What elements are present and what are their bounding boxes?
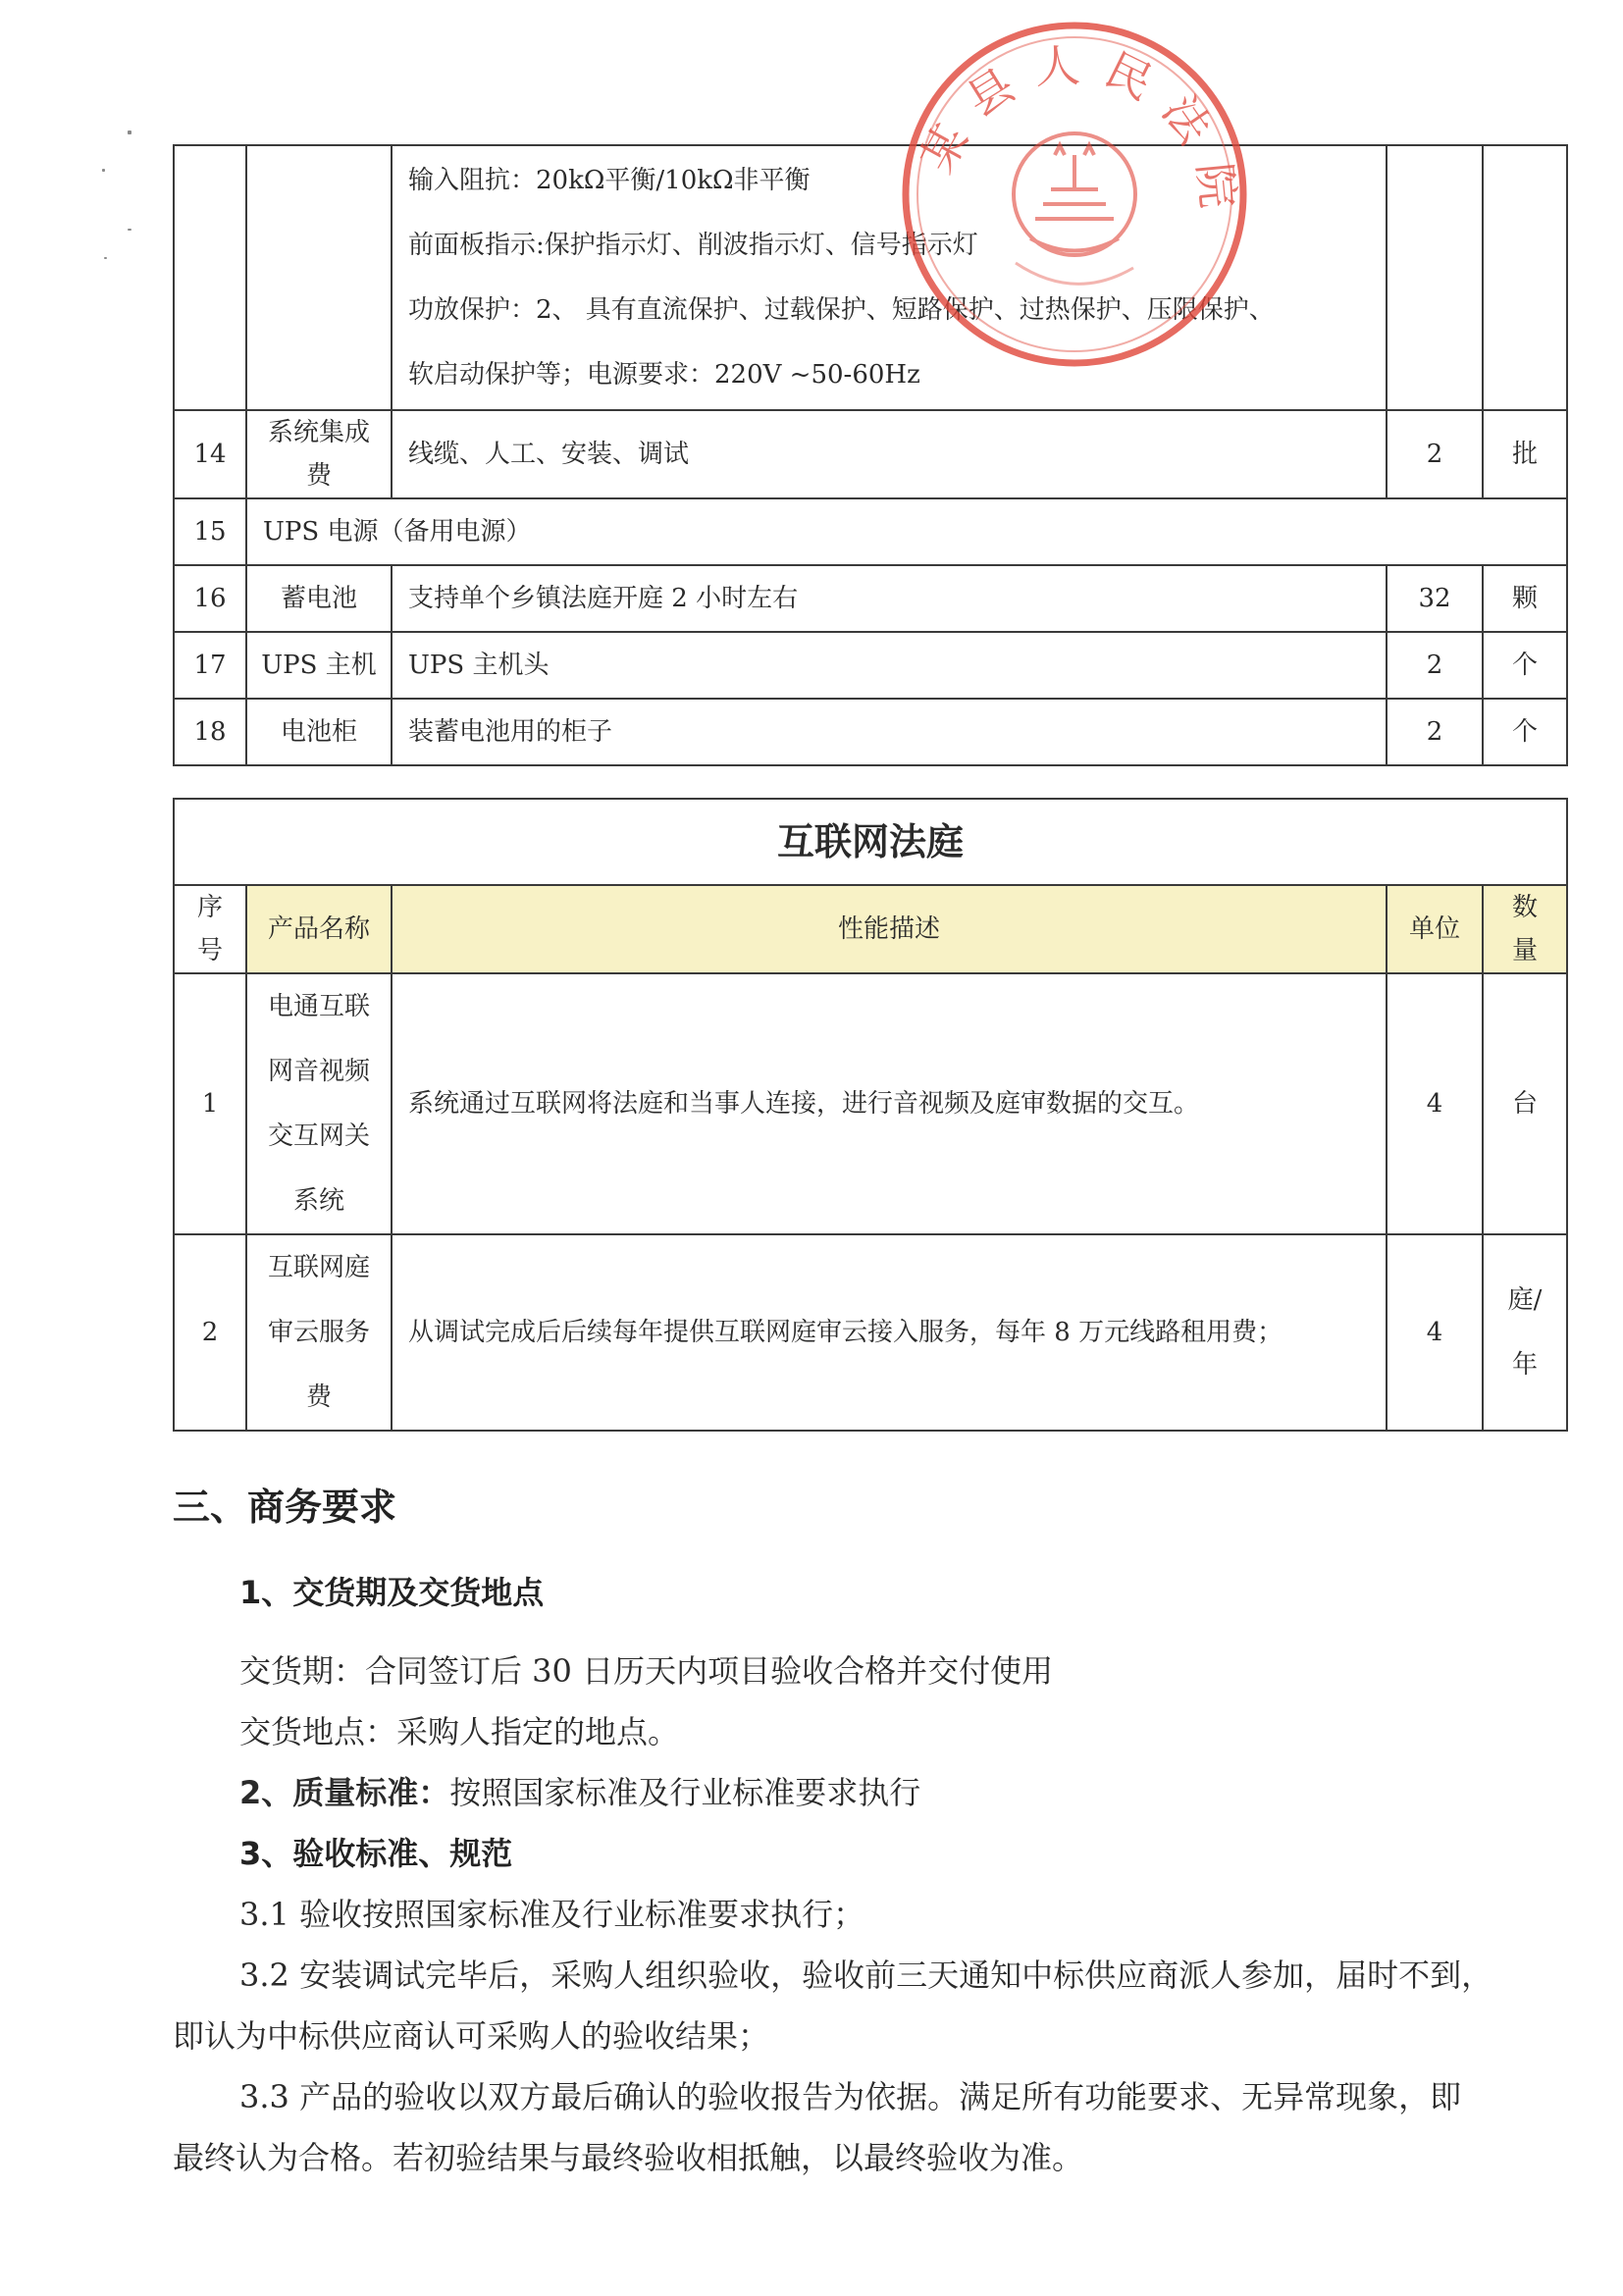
paragraph: 3.2 安装调试完毕后，采购人组织验收，验收前三天通知中标供应商派人参加，届时不到， [239,1957,1493,1994]
table-row [174,632,1567,699]
paragraph: 3.1 验收按照国家标准及行业标准要求执行； [239,1896,865,1933]
emblem-icon [1014,133,1135,255]
cell-qty: 2 [1387,699,1483,765]
header-line: 量 [1512,936,1539,965]
quality-paragraph [239,1768,920,1813]
header-line: 数 [1512,893,1539,922]
cell-unit: 个 [1483,699,1567,765]
header-no [174,885,246,973]
quality-label: 2、质量标准： [239,1774,450,1811]
name-line: 互联网庭 [267,1253,370,1282]
subsection-heading: 3、验收标准、规范 [239,1835,513,1872]
official-seal [888,8,1261,381]
cell-qty [1387,145,1483,410]
cell-no: 16 [174,565,246,632]
cell-name: 电池柜 [246,699,392,765]
qty-line: 年 [1512,1350,1539,1380]
cell-qty: 32 [1387,565,1483,632]
table-row [174,145,1567,410]
name-line: 网音视频 [267,1057,370,1086]
name-line: 系统 [292,1186,344,1216]
margin-speck [128,229,131,231]
table-row [174,973,1567,1234]
name-line: 电通互联 [267,992,370,1021]
paragraph: 3.3 产品的验收以双方最后确认的验收报告为依据。满足所有功能要求、无异常现象，即 [239,2078,1462,2115]
cell-qty: 2 [1387,410,1483,498]
internet-court-table [173,798,1568,1432]
paragraph: 最终认为合格。若初验结果与最终验收相抵触，以最终验收为准。 [173,2139,1084,2176]
qty-line: 庭/ [1507,1285,1543,1315]
cell-desc: UPS 主机头 [392,632,1387,699]
cell-unit: 4 [1387,973,1483,1234]
header-row [174,885,1567,973]
cell-no: 18 [174,699,246,765]
cell-name [246,145,392,410]
equipment-table-continued [173,144,1568,766]
desc-line: 输入阻抗：20kΩ平衡/10kΩ非平衡 [408,166,811,195]
cell-qty [1483,1234,1567,1431]
name-line: 费 [305,461,332,491]
cell-qty: 台 [1483,973,1567,1234]
desc-line: 前面板指示:保护指示灯、削波指示灯、信号指示灯 [408,231,978,260]
margin-speck [102,169,105,172]
table-row [174,410,1567,498]
header-line: 号 [196,936,223,965]
cell-name: 蓄电池 [246,565,392,632]
cell-unit: 4 [1387,1234,1483,1431]
cell-name: UPS 主机 [246,632,392,699]
margin-speck [128,130,131,134]
paragraph: 交货期：合同签订后 30 日历天内项目验收合格并交付使用 [239,1652,1054,1690]
quality-text: 按照国家标准及行业标准要求执行 [449,1774,921,1811]
section-heading: 三、商务要求 [173,1486,397,1529]
cell-no: 14 [174,410,246,498]
cell-name [246,973,392,1234]
cell-unit [1483,145,1567,410]
paragraph: 即认为中标供应商认可采购人的验收结果； [173,2017,770,2055]
cell-no: 17 [174,632,246,699]
cell-desc: 系统通过互联网将法庭和当事人连接，进行音视频及庭审数据的交互。 [392,973,1387,1234]
cell-merged-group: UPS 电源（备用电源） [246,498,1567,565]
paragraph: 交货地点：采购人指定的地点。 [239,1713,680,1750]
table-row [174,1234,1567,1431]
margin-speck [104,257,107,259]
cell-no: 15 [174,498,246,565]
seal-lettering: 某县人民法院 [910,37,1247,231]
cell-desc: 支持单个乡镇法庭开庭 2 小时左右 [392,565,1387,632]
cell-name [246,1234,392,1431]
table-row [174,498,1567,565]
table-row [174,699,1567,765]
cell-unit: 个 [1483,632,1567,699]
subsection-heading: 1、交货期及交货地点 [239,1574,545,1611]
cell-desc: 线缆、人工、安装、调试 [392,410,1387,498]
cell-desc: 装蓄电池用的柜子 [392,699,1387,765]
name-line: 交互网关 [267,1122,370,1151]
name-line: 系统集成 [267,418,370,447]
cell-no [174,145,246,410]
name-line: 审云服务 [267,1318,370,1347]
cell-no: 2 [174,1234,246,1431]
cell-unit: 颗 [1483,565,1567,632]
header-desc: 性能描述 [392,885,1387,973]
header-line: 序 [196,893,223,922]
header-qty [1483,885,1567,973]
desc-line: 软启动保护等；电源要求：220V ~50-60Hz [408,360,920,390]
cell-no: 1 [174,973,246,1234]
cell-qty: 2 [1387,632,1483,699]
section-title: 互联网法庭 [174,799,1567,885]
cell-name [246,410,392,498]
cell-desc: 从调试完成后后续每年提供互联网庭审云接入服务，每年 8 万元线路租用费； [392,1234,1387,1431]
header-name: 产品名称 [246,885,392,973]
section-title-row [174,799,1567,885]
name-line: 费 [305,1383,332,1412]
table-row [174,565,1567,632]
desc-line: 功放保护：2、 具有直流保护、过载保护、短路保护、过热保护、压限保护、 [408,295,1275,325]
cell-unit: 批 [1483,410,1567,498]
header-unit: 单位 [1387,885,1483,973]
